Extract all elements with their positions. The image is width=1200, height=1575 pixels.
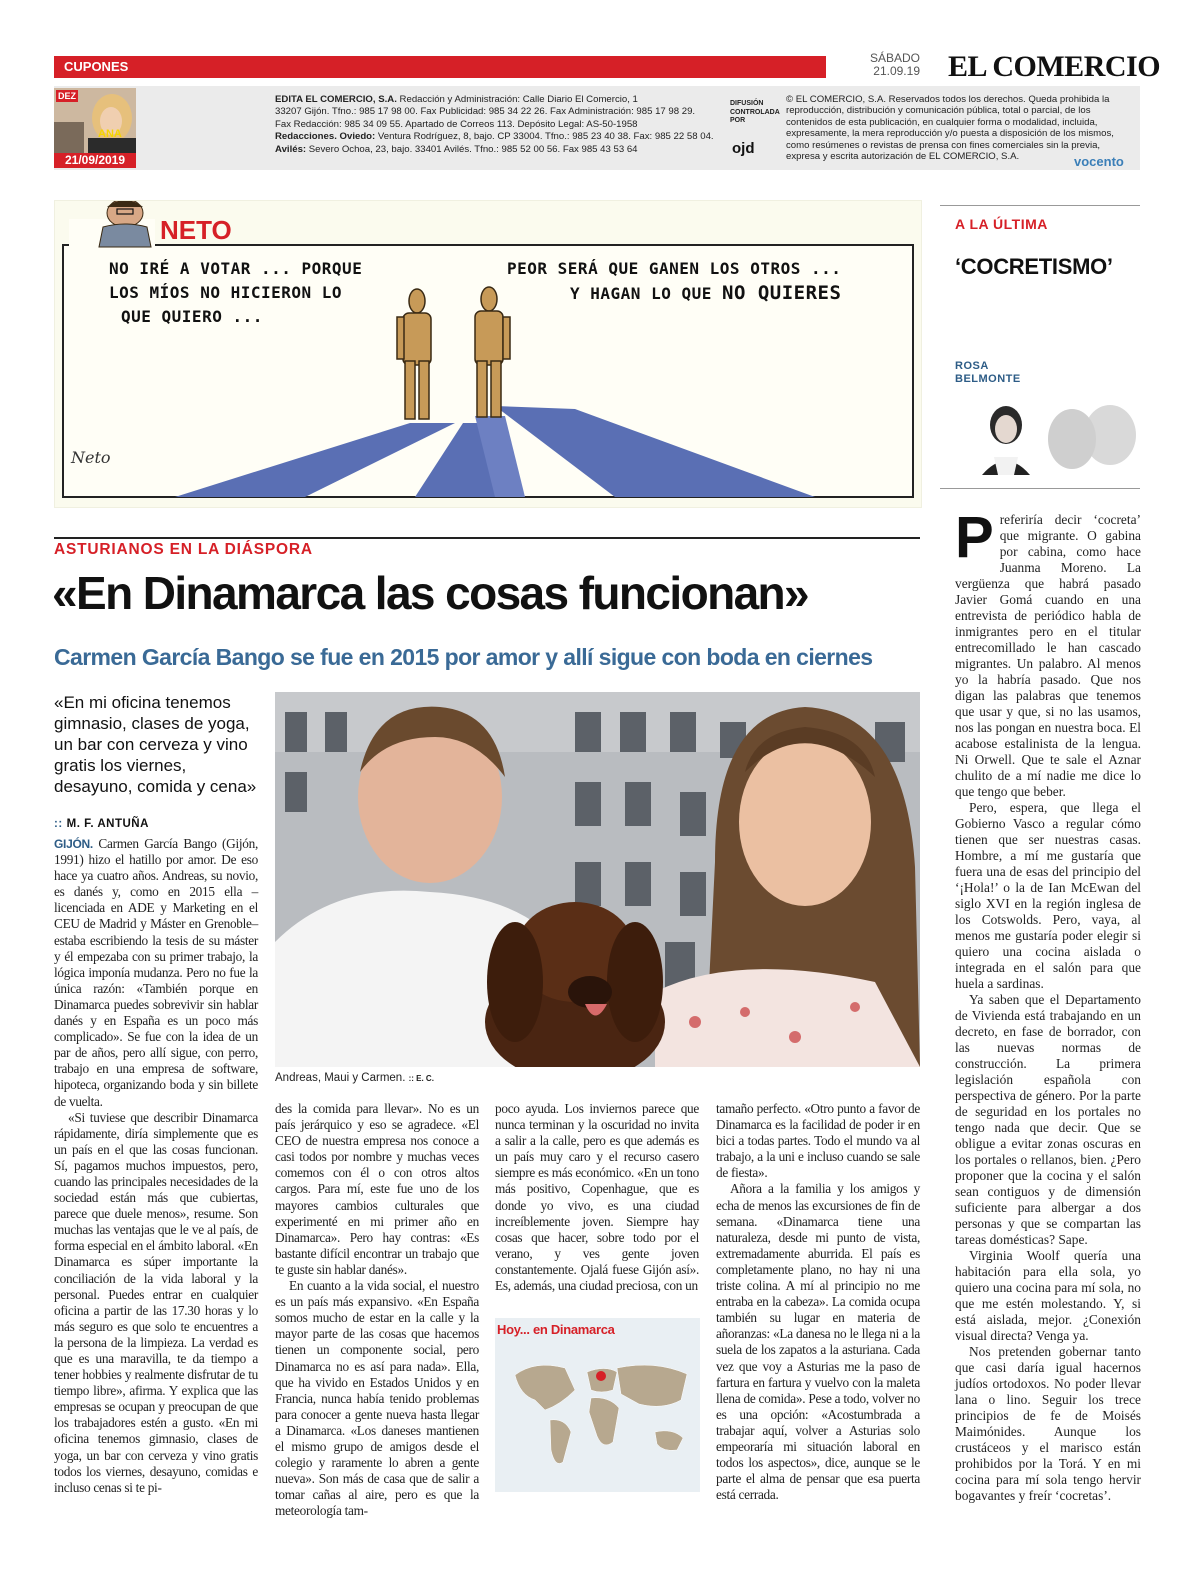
column-paragraph: Nos pretenden gobernar tanto que casi daría igual hacernos judíos ortodoxos. No poder llevar lana o lino. Seguir los trece principios de fe de Moisés Maimónides. Aunque los crustáceos y el marisco están prohibidos por la Torá. Y en mi cocina para mí sola tengo hervir bogavantes y freír ‘cocretas’. xyxy=(955,1344,1141,1503)
ojd-logo: ojd xyxy=(732,140,755,157)
imprint-text xyxy=(275,94,715,156)
comic-signature: Neto xyxy=(71,448,111,467)
vocento-logo: vocento xyxy=(1074,154,1124,169)
imprint-line: Redacciones. Oviedo: Ventura Rodríguez, 8, bajo. CP 33004. Tfno.: 985 23 40 38. Fax: 985 22 58 04. xyxy=(275,131,714,143)
article-column-2 xyxy=(275,1101,479,1519)
article-paragraph: des la comida para llevar». No es un país jerárquico y eso se agradece. «El CEO de nuestra empresa nos conoce a casi todos por nombre y muchas veces comemos con él o con otros altos cargos. Para mí, este fue uno de los mayores cambios culturales que experimenté en mi primer año en Dinamarca». Pero hay contras: «Es bastante difícil encontrar un trabajo que te guste sin hablar danés». xyxy=(275,1101,479,1277)
issue-date-value: 21.09.19 xyxy=(873,64,920,78)
article-subheadline: Carmen García Bango se fue en 2015 por amor y allí sigue con boda en ciernes xyxy=(54,644,873,670)
pull-quote: «En mi oficina tenemos gimnasio, clases de yoga, un bar con cerveza y vino gratis los viernes, desayuno, comida y cena» xyxy=(54,693,257,796)
issue-day: SÁBADO xyxy=(869,51,920,65)
copyright-notice: © EL COMERCIO, S.A. Reservados todos los derechos. Queda prohibida la reproducción, distribución y comunicación pública, total o parcial, de los contenidos de esta publicación, en cualquier forma o modalidad, incluida, expresamente, la mera reproducción y/o puesta a disposición de los mismos, como resúmenes o revistas de prensa con fines comerciales sin la previa, expresa y escrita autorización de EL COMERCIO, S.A. xyxy=(786,94,1114,163)
world-map xyxy=(505,1350,695,1480)
column-paragraph: Pero, espera, que llega el Gobierno Vasco a regular cómo tienen que ser nuestras casas. Hombre, a mí me gustaría que fuera una de esas del principio del ‘¡Hola!’ o la de Ian McEwan del siglo XVI en la región inglesa de los Cotswolds. Pero, vaya, al menos me gustaría poder elegir si quiero una cocina aislada o integrada en el salón para que huela a sardinas. xyxy=(955,800,1141,991)
imprint-line: Avilés: Severo Ochoa, 23, bajo. 33401 Avilés. Tfno.: 985 52 00 56. Fax 985 43 53 64 xyxy=(275,143,638,155)
column-paragraph: Preferiría decir ‘cocreta’ que migrante. O gabina por cabina, como hace Juanma Moreno. La vergüenza que habrá pasado Javier Gomá cuando en una entrevista de periódico habla de inmigrantes pero en el titular entrecomillado le han cascado migrantes. Un palabro. Al menos yo la habría pasado. Que nos digan las palabras que tenemos que usar y que, si no las usamos, nos las pongan en nuestra boca. El acabose estalinista de la lengua. Ni Orwell. Que te sale el Aznar chulito de a mí nadie me dice lo que tengo que beber. xyxy=(955,505,1141,799)
cartoonist-portrait xyxy=(69,201,155,247)
map-location-marker xyxy=(596,1371,606,1381)
map-title: Hoy... en Dinamarca xyxy=(497,1322,615,1337)
coupon-badge: DEZ xyxy=(58,91,76,101)
article-photo xyxy=(275,692,920,1067)
photo-credit: :: E. C. xyxy=(408,1074,434,1083)
speech-bubble-right: PEOR SERÁ QUE GANEN LOS OTROS ... Y HAGAN LO QUE NO QUIERES xyxy=(507,259,842,304)
column-author: ROSA BELMONTE xyxy=(955,360,1021,385)
article-paragraph: poco ayuda. Los inviernos parece que nunca terminan y la oscuridad no invita a salir a la calle, pero es que además es un país muy caro y el recurso casero siempre es más económico. «En un tono más positivo, Copenhague, que es donde yo vivo, es una ciudad increíblemente joven. Siempre hay cosas que hacer, sobre todo por el verano, y ves gente joven constantemente. Ojalá fuese Gijón así». Es, además, una ciudad preciosa, con un xyxy=(495,1101,699,1294)
article-column-1 xyxy=(54,836,258,1496)
column-paragraph: Ya saben que el Departamento de Vivienda está trabajando en un decreto, en fase de borrador, con las nuevas normas de construcción. La primera legislación española con perspectiva de género. Por la parte de seguridad en los portales no tengo nada que decir. Que se obligue a evitar zonas oscuras en los portales o rellanos, bien. ¿Pero proponer que la cocina y el salón sean contiguos y de dimensión suficiente para albergar a dos personas y que se compartan las tareas domésticas? Sape. xyxy=(955,992,1141,1247)
author-photo xyxy=(980,395,1140,475)
article-paragraph: «Si tuviese que describir Dinamarca rápidamente, diría simplemente que es un país en el que las cosas funcionan. Sí, pagamos muchos impuestos, pero, cuando las principales necesidades de la sociedad están más que cubiertas, parece que duele menos», resume. Son muchas las ventajas que le ve al país, de forma especial en el ámbito laboral. «En Dinamarca es súper importante la conciliación de la vida laboral y la personal. Puedes entrar en cualquier oficina a partir de las 17.30 horas y lo más seguro es que solo te encuentres a la persona de la limpieza. La verdad es que es una maravilla, te da tiempo a tener hobbies y realmente disfrutar de tu tiempo libre», afirma. Y explica que las empresas se ocupan y preocupan de que los trabajadores estén a gusto. «En mi oficina tenemos gimnasio, clases de yoga, un bar con cerveza y vino gratis todos los viernes, desayuno, comidas e incluso cenas si te pi- xyxy=(54,1109,258,1495)
imprint-line: Fax Redacción: 985 34 09 55. Apartado de Correos 113. Depósito Legal: AS-50-1958 xyxy=(275,118,638,130)
article-divider xyxy=(54,537,920,539)
coupon-date: 21/09/2019 xyxy=(54,153,136,168)
imprint-line: 33207 Gijón. Tfno.: 985 17 98 00. Fax Publicidad: 985 34 22 26. Fax Administración: 985 17 98 29. xyxy=(275,106,696,118)
article-paragraph: tamaño perfecto. «Otro punto a favor de Dinamarca es la facilidad de poder ir en bici a todas partes. Todo el mundo va al trabajo, a la uni e incluso cuando se sale de fiesta». xyxy=(716,1101,920,1181)
comic-strip xyxy=(54,200,922,508)
article-paragraph: En cuanto a la vida social, el nuestro es un país más expansivo. «En España somos mucho de estar en la calle y la mayor parte de las cosas que hacemos tienen un componente social, pero Dinamarca no es así para nada». Ella, que ha vivido en Estados Unidos y en Francia, nunca había tenido problemas para conocer a gente nueva hasta llegar a Dinamarca. «Los daneses mantienen el mismo grupo de amigos desde el colegio y raramente lo abren a gente nueva». Son más de casa que de salir a tomar cañas al aire, pero es que la meteorología tam- xyxy=(275,1278,479,1519)
imprint-line: EDITA EL COMERCIO, S.A. Redacción y Administración: Calle Diario El Comercio, 1 xyxy=(275,94,638,105)
dateline: GIJÓN. xyxy=(54,837,93,851)
article-paragraph: GIJÓN. Carmen García Bango (Gijón, 1991) hizo el hatillo por amor. De eso hace ya cuatro años. Andreas, su novio, es danés y, como en 2015 ella –licenciada en ADE y Marketing en el CEU de Madrid y Máster en Grenoble– estaba escribiendo la tesis de su máster y él empezaba con su primer trabajo, la lógica imponía mudanza. Pero no fue la única razón: «También porque en Dinamarca puedes sobrevivir sin hablar danés y en España es un poco más complicado». Se fue con la idea de un par de años, pero allí sigue, con perro, trabajo en una empresa de software, hipoteca, organizando boda y sin billete de vuelta. xyxy=(54,836,258,1109)
sidebar-section: A LA ÚLTIMA xyxy=(955,216,1048,232)
article-column-3 xyxy=(495,1101,699,1294)
masthead-logo: EL COMERCIO xyxy=(948,50,1161,83)
byline: :: M. F. ANTUÑA xyxy=(54,818,149,830)
issue-date xyxy=(840,52,920,78)
photo-caption: Andreas, Maui y Carmen. :: E. C. xyxy=(275,1072,434,1084)
section-bar xyxy=(54,56,826,78)
sidebar-divider xyxy=(940,205,1140,206)
column-title: ‘COCRETISMO’ xyxy=(955,254,1113,279)
article-kicker: ASTURIANOS EN LA DIÁSPORA xyxy=(54,541,313,558)
comic-drawing xyxy=(55,201,921,507)
sidebar-divider xyxy=(940,488,1140,489)
column-body xyxy=(955,505,1141,1504)
speech-bubble-left: NO IRÉ A VOTAR ... PORQUE LOS MÍOS NO HICIERON LO QUE QUIERO ... xyxy=(109,259,363,326)
cartoonist-name: NETO xyxy=(160,215,232,245)
photo-image xyxy=(275,692,920,1067)
difusion-label: DIFUSIÓN CONTROLADA POR xyxy=(730,100,780,124)
column-paragraph: Virginia Woolf quería una habitación para ella sola, yo quiero una cocina para mí sola, no que me estén molestando. Y, si está aislada, mejor. ¿Conexión visual directa? Venga ya. xyxy=(955,1248,1141,1343)
drop-cap: P xyxy=(955,505,994,570)
section-label: CUPONES xyxy=(64,59,129,74)
coupon-name: ANA xyxy=(98,128,122,140)
article-paragraph: Añora a la familia y los amigos y echa de menos las excursiones de fin de semana. «Dinamarca tiene una naturaleza, desde mi punto de vista, extremadamente aburrida. El país es completamente plano, no hay ni una triste colina. A mí al principio no me entraba en la cabeza». La comida ocupa también su lugar en materia de añoranzas: «La danesa no le llega ni a la suela de los zapatos a la asturiana. Cada vez que voy a Asturias me la paso de fartura en fartura y vuelvo con la maleta llena de comida». Pese a todo, volver no es una opción: «Acostumbrada a trabajar aquí, volver a Asturias solo empeoraría mi situación laboral en todos los aspectos», dice, aunque se le parte el alma de pensar que esa puerta está cerrada. xyxy=(716,1181,920,1503)
article-headline: «En Dinamarca las cosas funcionan» xyxy=(52,567,809,619)
article-column-4 xyxy=(716,1101,920,1503)
